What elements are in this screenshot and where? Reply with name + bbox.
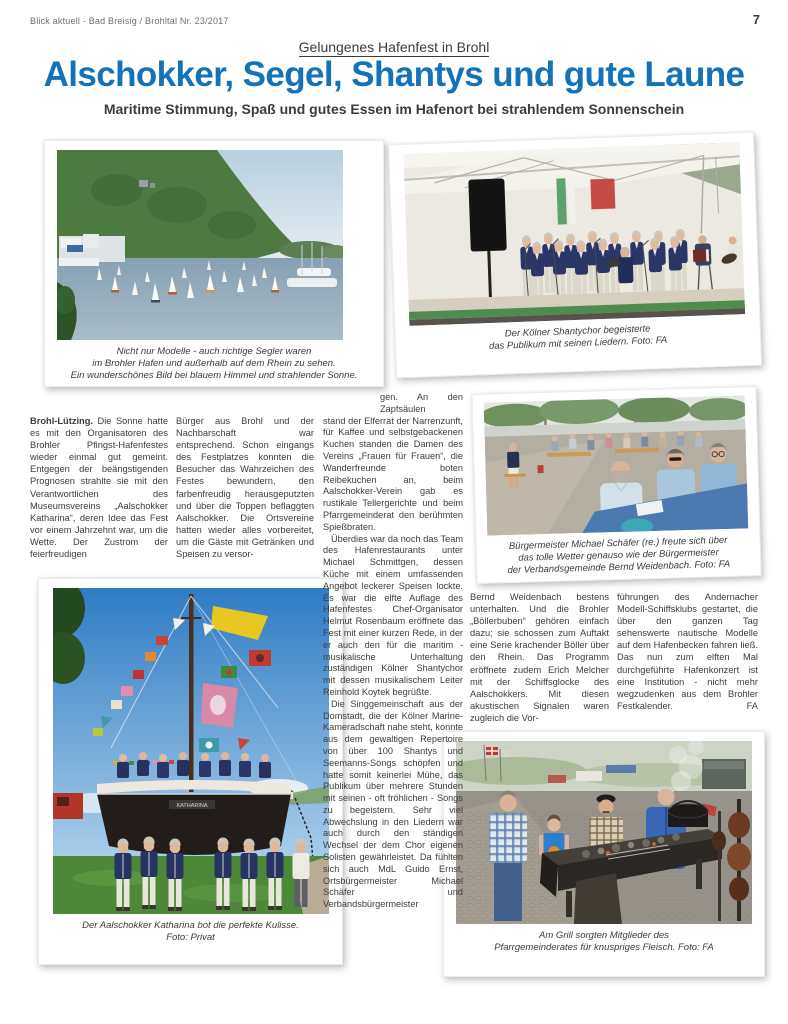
- front-board: [574, 873, 622, 924]
- photo-caption: Der Kölner Shantychor begeisterte das Publikum mit seinen Liedern. Foto: FA: [488, 323, 668, 353]
- column-text: stand der Elferrat der Narrenzunft, für Kaffee und selbstgebackenen Kuchen standen die Damen des Vereins „Frauen für Frauen“, die Wanderfreunde boten Reibekuchen an, beim Aalschokker-Verein gab es rustikale Tellergerichte und beim Pfarrgemeinderat den berühmten Spießbraten.: [323, 415, 463, 532]
- article-column-3: [323, 392, 463, 911]
- photo-choir-frame: [388, 132, 762, 379]
- truck: [702, 759, 746, 789]
- column-text: Die Singgemeinschaft aus der Domstadt, die der Kölner Marine-Kameradschaft nahe steht, konnte aus dem gewaltigen Repertoire von über 100 Shantys und Seemanns-Songs schöpfen und hatte somit keinerlei Mühe, das Publikum über mehrere Stunden mit seinen - oft fröhlichen - Songs zu begeistern. Sehr viel Abwechslung in den Liedern war auch durch den ständigen Wechsel der dem Chor eigenen Solisten gewährleistet. Da fühlten sich auch MdL Guido Ernst, Ortsbürgermeister Michael Schäfer und Verbandsbürgermeister: [323, 698, 463, 910]
- column-runover: gen. An den Zapfsäulen: [380, 392, 463, 414]
- choir-photo-image: [403, 142, 745, 326]
- column-text: Bürger aus Brohl und der Nachbarschaft war entsprechend. Schon eingangs des Festplatzes konnten die Besucher das Wahrzeichen des Festes bewundern, den farbenfreudig herausgeputzten und über die Toppen beflaggten Aalschokker. Die Ortsvereine hatten wieder alles vorbereitet, um die Gäste mit Getränken und Speisen zu versor-: [176, 416, 314, 560]
- column-text: Überdies war da noch das Team des Hafenrestaurants unter Michael Schmittgen, dessen Küche mit einem umfassenden Angebot leckerer Speisen lockte. Es war die elfte Auflage des Hafenfestes Chef-Organisator Helmut Rosenbaum eröffnete das Fest mit einer kurzen Rede, in der er auch den für die maritim - musikalische Unterhaltung zuständigen Kölner Shantychor mit dessen musikalischem Leiter Reinhold Koytek begrüßte.: [323, 533, 463, 697]
- photo-ship-frame: [38, 578, 343, 965]
- harbor-photo-image: [57, 150, 343, 340]
- masthead: [30, 12, 760, 27]
- article-column-4: [470, 591, 609, 724]
- ship-photo-image: [53, 588, 329, 914]
- ship-name-plate: KATHARINA: [175, 803, 208, 809]
- grill-photo-image: [456, 741, 752, 924]
- author-signature: FA: [746, 700, 758, 711]
- photo-mayors-frame: [471, 386, 761, 584]
- photo-harbor-frame: [44, 140, 384, 387]
- photo-caption: Am Grill sorgten Mitglieder des Pfarrgemeinderates für knuspriges Fleisch. Foto: FA: [494, 930, 714, 953]
- grass: [53, 856, 329, 914]
- photo-caption: Der Aalschokker Katharina bot die perfekte Kulisse. Foto: Privat: [82, 920, 299, 943]
- column-text: Die Sonne hatte es mit den Organisatoren des Brohler Pfingst-Hafenfestes wieder einmal gut gemeint. Entgegen der beängstigenden Prognosen strahlte sie mit den Verantwortlichen des Museumsvereins „Aalschokker Katharina“, deren Idee das Fest vor einem Jahrzehnt war, um die Wette. Der Zustrom der feierfreudigen: [30, 416, 168, 560]
- photo-caption: Bürgermeister Michael Schäfer (re.) freute sich über das tolle Wetter genauso wie der Bürgermeister der Verbandsgemeinde Bernd Weidenbach. Foto: FA: [507, 534, 731, 577]
- kicker: Gelungenes Hafenfest in Brohl: [298, 39, 490, 55]
- column-text: führungen des Andernacher Modell-Schiffsklubs gestartet, die über den ganzen Tag sehenswerte nautische Modelle auf dem Hafenbecken fahren ließ. Das nun zum elften Mal durchgeführte Hafenkonzert ist eine Institution - nicht mehr wegzudenken aus dem Brohler Festkalender. FA: [617, 592, 758, 711]
- article-column-5: [617, 591, 758, 712]
- page-number: 7: [752, 12, 760, 27]
- subheadline: Maritime Stimmung, Spaß und gutes Essen im Hafenort bei strahlendem Sonnenschein: [103, 101, 685, 117]
- edition-label: Blick aktuell - Bad Breisig / Brohltal Nr. 23/2017: [30, 16, 229, 26]
- photo-grill-frame: [443, 731, 765, 977]
- article-column-1: [30, 415, 168, 560]
- mayors-photo-image: [484, 395, 749, 535]
- dateline: Brohl-Lützing.: [30, 416, 93, 426]
- harbor-buildings: [59, 234, 125, 266]
- article-column-2: [176, 415, 314, 560]
- column-text: Bernd Weidenbach bestens unterhalten. Und die Brohler „Böllerbuben“ gehören einfach dazu; sie schossen zum Auftakt eine Serie krachender Böller über den Rhein. Das Programm eröffnete zudem Erich Melcher mit der Schiffsglocke des Aalschokkers. Mit diesen akustischen Signalen waren zugleich die Vor-: [470, 592, 609, 723]
- headline: Alschokker, Segel, Shantys und gute Laune: [43, 55, 745, 94]
- red-truck: [53, 793, 83, 819]
- photo-caption: Nicht nur Modelle - auch richtige Segler waren im Brohler Hafen und außerhalb auf dem Rhein zu sehen. Ein wunderschönes Bild bei blauem Himmel und strahlender Sonne.: [70, 346, 358, 381]
